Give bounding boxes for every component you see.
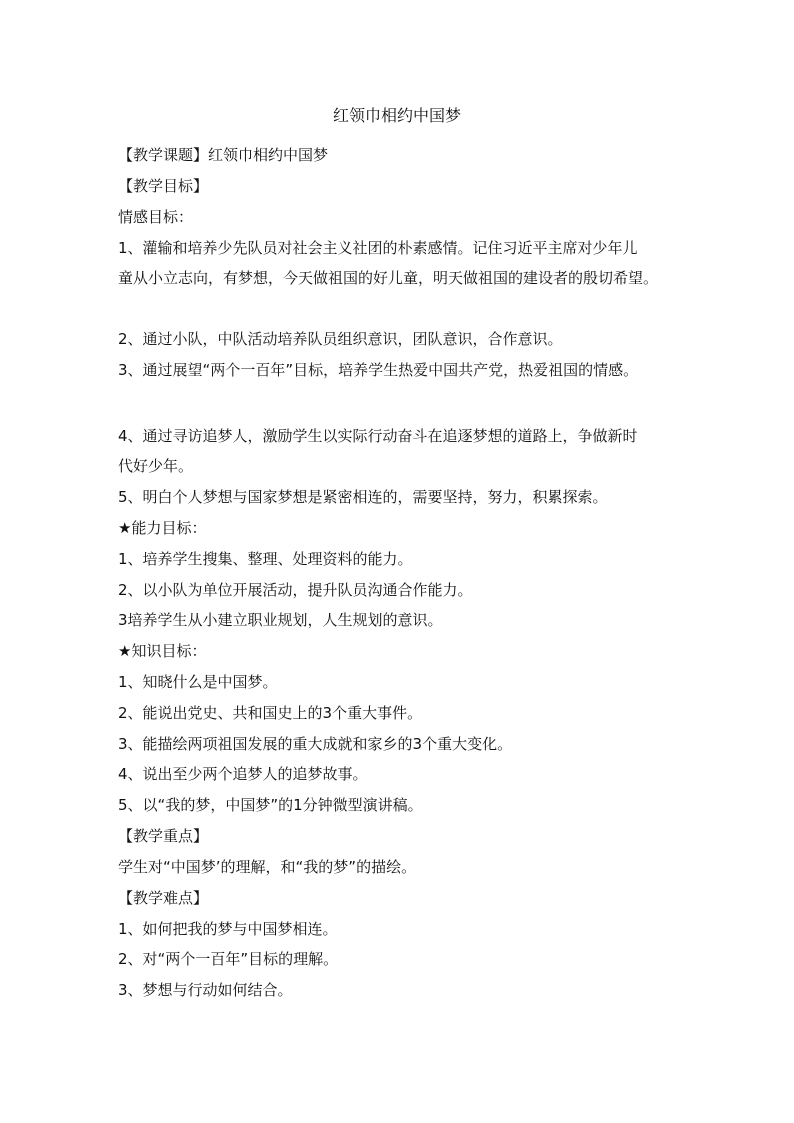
paragraph-line: 3、通过展望“两个一百年”目标，培养学生热爱中国共产党，热爱祖国的情感。 bbox=[118, 361, 639, 379]
paragraph-line: 5、以“我的梦，中国梦”的1分钟微型演讲稿。 bbox=[118, 796, 423, 814]
paragraph-line: 3、梦想与行动如何结合。 bbox=[118, 981, 293, 999]
paragraph-line: 4、通过寻访追梦人，激励学生以实际行动奋斗在追逐梦想的道路上，争做新时 bbox=[118, 427, 638, 445]
section-heading-difficulties: 【教学难点】 bbox=[118, 889, 209, 907]
paragraph-line: 童从小立志向，有梦想，今天做祖国的好儿童，明天做祖国的建设者的殷切希望。 bbox=[118, 269, 659, 287]
lesson-topic: 【教学课题】红领巾相约中国梦 bbox=[118, 146, 329, 164]
section-heading-objectives: 【教学目标】 bbox=[118, 177, 209, 195]
paragraph-line: 2、对“两个一百年”目标的理解。 bbox=[118, 950, 339, 968]
paragraph-line: 代好少年。 bbox=[118, 457, 194, 475]
paragraph-line: 2、以小队为单位开展活动，提升队员沟通合作能力。 bbox=[118, 581, 473, 599]
paragraph-line: 1、知晓什么是中国梦。 bbox=[118, 673, 278, 691]
paragraph-line: 2、通过小队，中队活动培养队员组织意识，团队意识，合作意识。 bbox=[118, 330, 563, 348]
paragraph-line: 3培养学生从小建立职业规划，人生规划的意识。 bbox=[118, 611, 443, 629]
paragraph-line: 1、如何把我的梦与中国梦相连。 bbox=[118, 920, 338, 938]
paragraph-line: 学生对“中国梦’的理解，和“我的梦”的描绘。 bbox=[118, 858, 417, 876]
document-title: 红领巾相约中国梦 bbox=[332, 106, 461, 125]
subheading-emotional-goals: 情感目标： bbox=[118, 208, 194, 226]
paragraph-line: 3、能描绘两项祖国发展的重大成就和家乡的3个重大变化。 bbox=[118, 735, 513, 753]
paragraph-line: 4、说出至少两个追梦人的追梦故事。 bbox=[118, 765, 368, 783]
section-heading-key-points: 【教学重点】 bbox=[118, 827, 209, 845]
paragraph-line: 2、能说出党史、共和国史上的3个重大事件。 bbox=[118, 704, 423, 722]
subheading-knowledge-goals: ★知识目标： bbox=[118, 642, 207, 660]
paragraph-line: 1、培养学生搜集、整理、处理资料的能力。 bbox=[118, 550, 413, 568]
paragraph-line: 1、灌输和培养少先队员对社会主义社团的朴素感情。记住习近平主席对少年儿 bbox=[118, 239, 638, 257]
paragraph-line: 5、明白个人梦想与国家梦想是紧密相连的，需要坚持，努力，积累探索。 bbox=[118, 488, 608, 506]
subheading-ability-goals: ★能力目标： bbox=[118, 519, 207, 537]
